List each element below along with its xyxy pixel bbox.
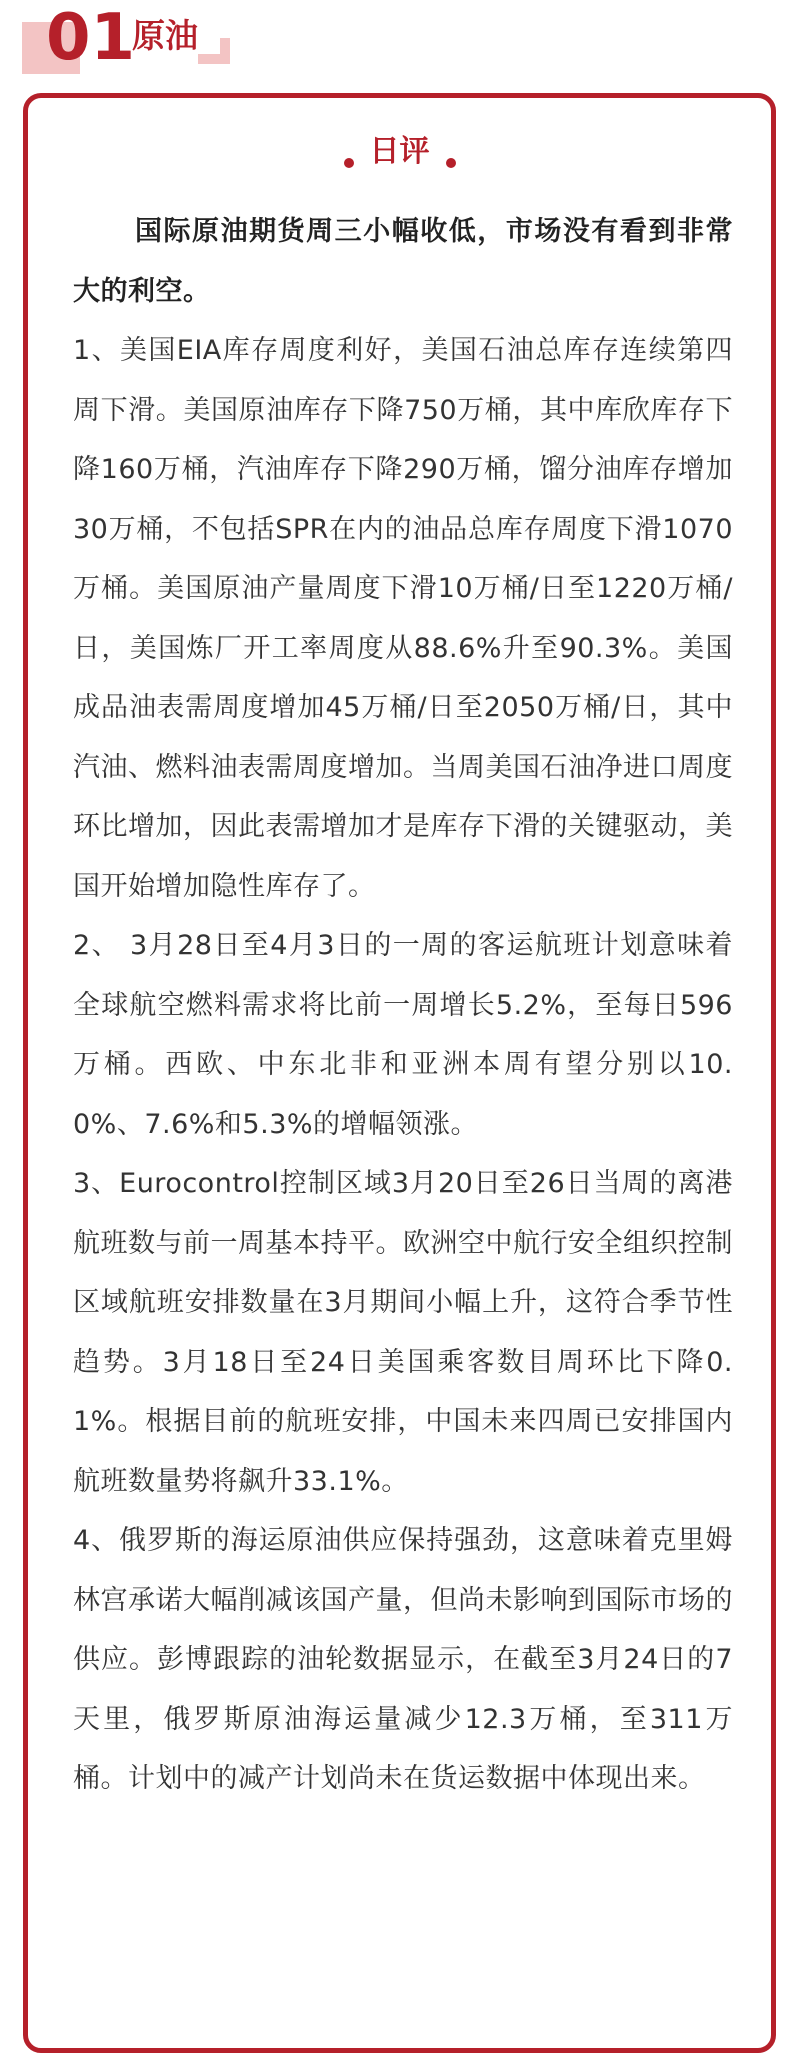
paragraph-2: 2、 3月28日至4月3日的一周的客运航班计划意味着全球航空燃料需求将比前一周增长5.2%，至每日596万桶。西欧、中东北非和亚洲本周有望分别以10.0%、7.6%和5.3%的增幅领涨。 [73,930,733,1140]
title-dot-right-icon [446,158,456,168]
header-decoration-corner [198,38,230,64]
section-header [22,0,232,84]
paragraph-1: 1、美国EIA库存周度利好，美国石油总库存连续第四周下滑。美国原油库存下降750万桶，其中库欣库存下降160万桶，汽油库存下降290万桶，馏分油库存增加30万桶，不包括SPR在内的油品总库存周度下滑1070万桶。美国原油产量周度下滑10万桶/日至1220万桶/日，美国炼厂开工率周度从88.6%升至90.3%。美国成品油表需周度增加45万桶/日至2050万桶/日，其中汽油、燃料油表需周度增加。当周美国石油净进口周度环比增加，因此表需增加才是库存下滑的关键驱动，美国开始增加隐性库存了。 [73,335,733,902]
box-title: 日评 [369,134,430,169]
paragraph-4: 4、俄罗斯的海运原油供应保持强劲，这意味着克里姆林宫承诺大幅削减该国产量，但尚未影响到国际市场的供应。彭博跟踪的油轮数据显示，在截至3月24日的7天里，俄罗斯原油海运量减少12.3万桶，至311万桶。计划中的减产计划尚未在货运数据中体现出来。 [73,1525,733,1794]
paragraph-3: 3、Eurocontrol控制区域3月20日至26日当周的离港航班数与前一周基本持平。欧洲空中航行安全组织控制区域航班安排数量在3月期间小幅上升，这符合季节性趋势。3月18日至24日美国乘客数目周环比下降0.1%。根据目前的航班安排，中国未来四周已安排国内航班数量势将飙升33.1%。 [73,1168,733,1497]
section-number: 01 [46,1,136,75]
section-title: 原油 [132,16,198,55]
daily-review-box [23,93,776,2053]
lead-paragraph: 国际原油期货周三小幅收低，市场没有看到非常大的利空。 [73,216,733,307]
box-title-row [28,130,771,174]
title-dot-left-icon [344,158,354,168]
article-body [73,202,733,1809]
